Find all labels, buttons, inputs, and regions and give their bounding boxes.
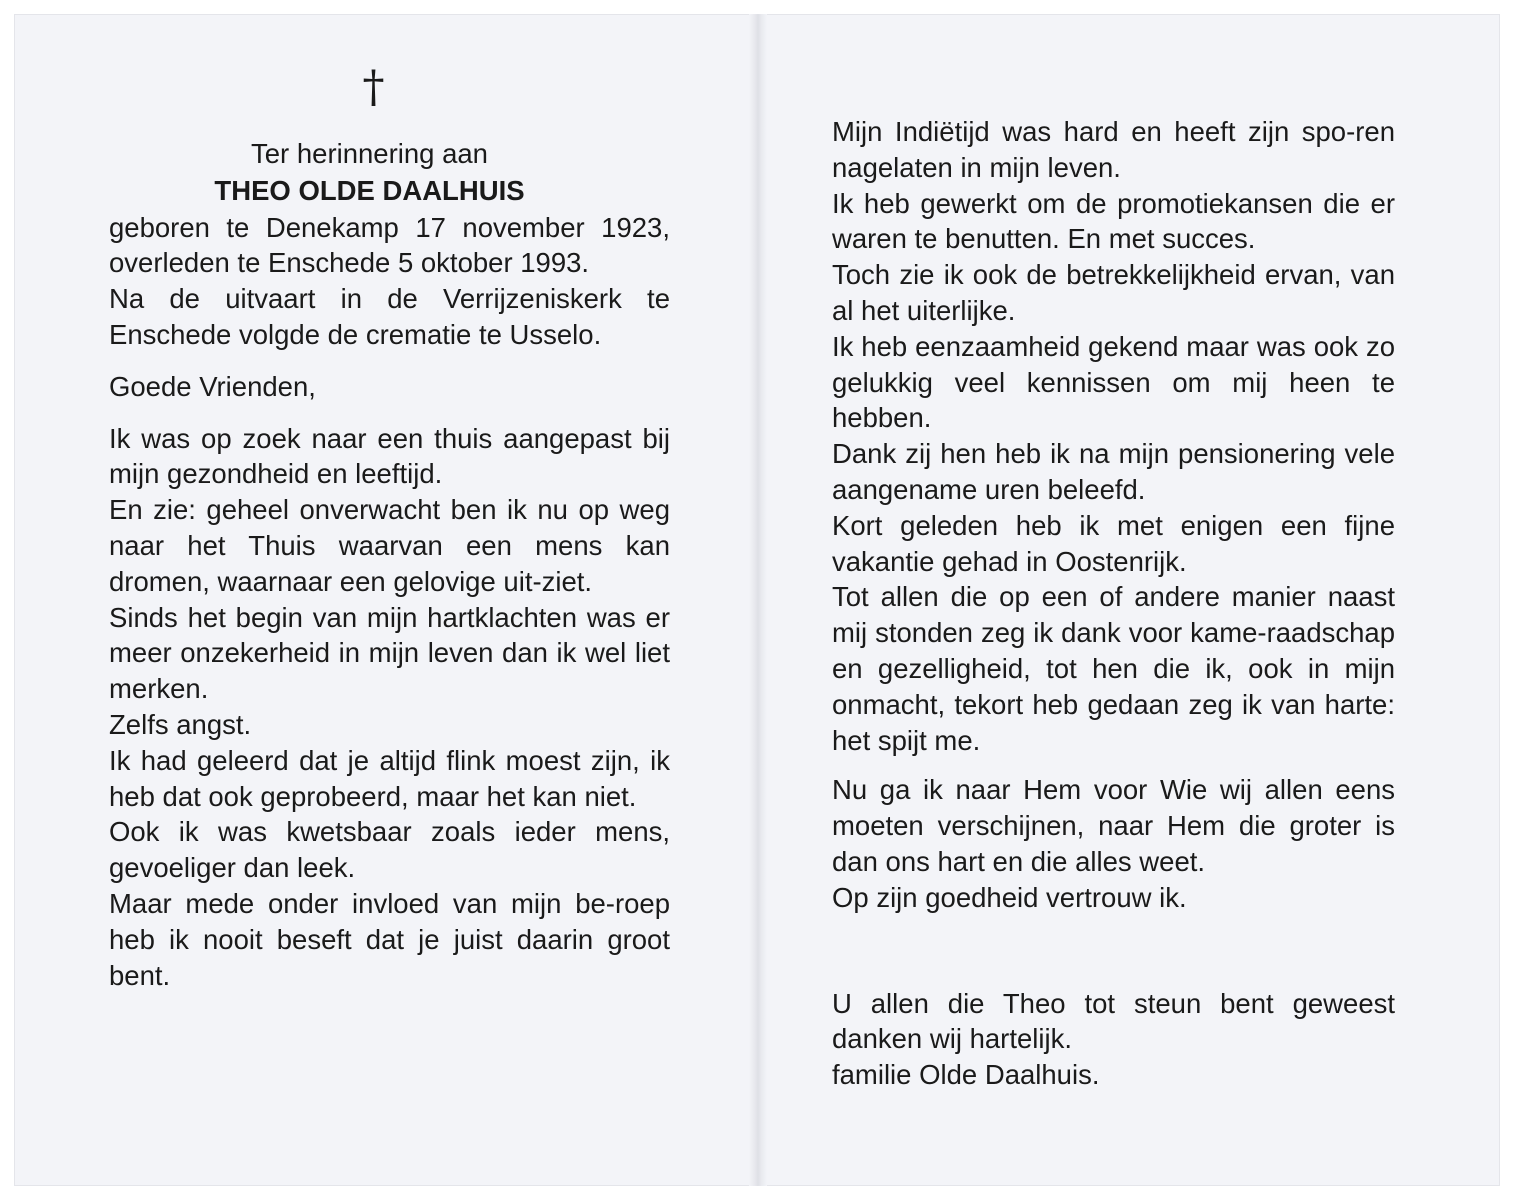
deceased-name: THEO OLDE DAALHUIS (214, 174, 525, 206)
memorial-card (14, 14, 1500, 1186)
left-paragraph: Ik had geleerd dat je altijd flink moest zijn, ik heb dat ook geprobeerd, maar het kan niet. (109, 744, 670, 812)
thanks-text: U allen die Theo tot steun bent geweest danken wij hartelijk. (832, 987, 1395, 1055)
right-paragraph: Kort geleden heb ik met enigen een fijne vakantie gehad in Oostenrijk. (832, 509, 1395, 577)
signature: familie Olde Daalhuis. (832, 1059, 1100, 1091)
right-paragraph: Ik heb gewerkt om de promotiekansen die er waren te benutten. En met succes. (832, 187, 1395, 255)
greeting: Goede Vrienden, (109, 370, 316, 402)
left-panel (109, 58, 670, 993)
left-paragraph: Sinds het begin van mijn hartklachten was er meer onzekerheid in mijn leven dan ik wel liet merken. (109, 601, 670, 705)
closing-paragraph: Op zijn goedheid vertrouw ik. (832, 881, 1187, 913)
left-paragraph: Ook ik was kwetsbaar zoals ieder mens, gevoeliger dan leek. (109, 816, 670, 884)
left-paragraph: Zelfs angst. (109, 708, 252, 740)
bio-text: geboren te Denekamp 17 november 1923, overleden te Enschede 5 oktober 1993. (109, 211, 670, 279)
right-paragraph: Mijn Indiëtijd was hard en heeft zijn spo-ren nagelaten in mijn leven. (832, 116, 1395, 183)
closing-paragraph: Nu ga ik naar Hem voor Wie wij allen eens moeten verschijnen, naar Hem die groter is dan ons hart en die alles weet. (832, 774, 1395, 877)
right-paragraph: Tot allen die op een of andere manier naast mij stonden zeg ik dank voor kame-raadschap en gezelligheid, tot hen die ik, ook in mijn onmacht, tekort heb gedaan zeg ik van harte: het spijt me. (832, 581, 1395, 756)
funeral-text: Na de uitvaart in de Verrijzeniskerk te Enschede volgde de crematie te Usselo. (109, 283, 670, 350)
left-paragraph: Ik was op zoek naar een thuis aangepast bij mijn gezondheid en leeftijd. (109, 422, 670, 490)
cross-icon: † (362, 62, 385, 113)
right-paragraph: Dank zij hen heb ik na mijn pensionering vele aangename uren beleefd. (832, 438, 1395, 505)
left-paragraph: Maar mede onder invloed van mijn be-roep heb ik nooit beseft dat je juist daarin groot bent. (109, 887, 670, 991)
card-fold (749, 14, 767, 1186)
right-paragraph: Toch zie ik ook de betrekkelijkheid ervan, van al het uiterlijke. (832, 259, 1395, 326)
right-paragraph: Ik heb eenzaamheid gekend maar was ook zo gelukkig veel kennissen om mij heen te hebben. (832, 330, 1395, 434)
left-paragraph: En zie: geheel onverwacht ben ik nu op weg naar het Thuis waarvan een mens kan dromen, waarnaar een gelovige uit-ziet. (109, 494, 670, 597)
right-panel (832, 114, 1395, 1093)
intro-line: Ter herinnering aan (251, 138, 488, 169)
